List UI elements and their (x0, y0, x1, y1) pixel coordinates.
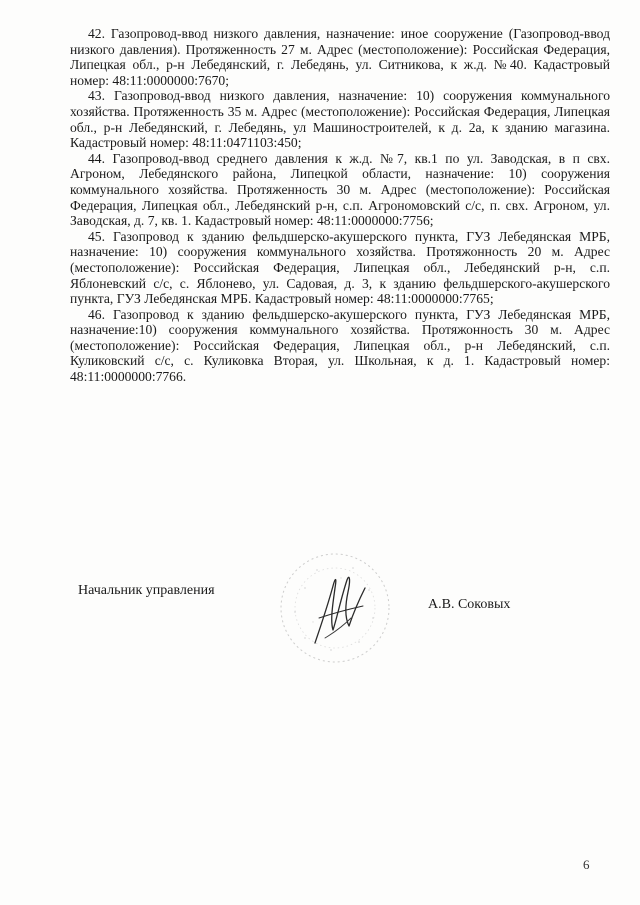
signer-name: А.В. Соковых (428, 597, 511, 612)
signer-position: Начальник управления (78, 583, 215, 598)
signature-block (78, 583, 548, 663)
page-number: 6 (583, 857, 590, 872)
list-item-45: 45. Газопровод к зданию фельдшерско-акушерского пункта, ГУЗ Лебедянская МРБ, назначение: 10) сооружения коммунального хозяйства. Протяжонность 20 м. Адрес (местоположение): Российская Федерация, Липецкая обл., Лебедянский р-н, с.п. Яблоневский с/с, с. Яблонево, ул. Садовая, д. 3, к зданию фельдшерского-акушерского пункта, ГУЗ Лебедянская МРБ. Кадастровый номер: 48:11:0000000:7765; (70, 228, 610, 307)
list-item-44: 44. Газопровод-ввод среднего давления к ж.д. №7, кв.1 по ул. Заводская, в п свх. Агроном, Лебедянского района, Липецкой области, назначение: 10) сооружения коммунального хозяйства. Протяженность 30 м. Адрес (местоположение): Российская Федерация, Липецкая обл., Лебедянский р-н, с.п. Агрономовский с/с, п. свх. Агроном, ул. Заводская, д. 7, кв. 1. Кадастровый номер: 48:11:0000000:7756; (70, 150, 610, 229)
list-item-42: 42. Газопровод-ввод низкого давления, назначение: иное сооружение (Газопровод-ввод низкого давления). Протяженность 27 м. Адрес (местоположение): Российская Федерация, Липецкая обл., р-н Лебедянский, г. Лебедянь, ул. Ситникова, к ж.д. №40. Кадастровый номер: 48:11:0000000:7670; (70, 26, 610, 88)
list-item-43: 43. Газопровод-ввод низкого давления, назначение: 10) сооружения коммунального хозяйства. Протяженность 35 м. Адрес (местоположение): Российская Федерация, Липецкая обл., р-н Лебедянский, г. Лебедянь, ул Машиностроителей, к д. 2а, к зданию магазина. Кадастровый номер: 48:11:0471103:450; (70, 88, 610, 151)
document-body (70, 26, 610, 385)
list-item-46: 46. Газопровод к зданию фельдшерско-акушерского пункта, ГУЗ Лебедянская МРБ, назначение:10) сооружения коммунального хозяйства. Протяжонность 30 м. Адрес (местоположение): Российская Федерация, Липецкая обл., р-н Лебедянский, с.п. Куликовский с/с, с. Куликовка Вторая, ул. Школьная, к д. 1. Кадастровый номер: 48:11:0000000:7766. (70, 306, 610, 385)
